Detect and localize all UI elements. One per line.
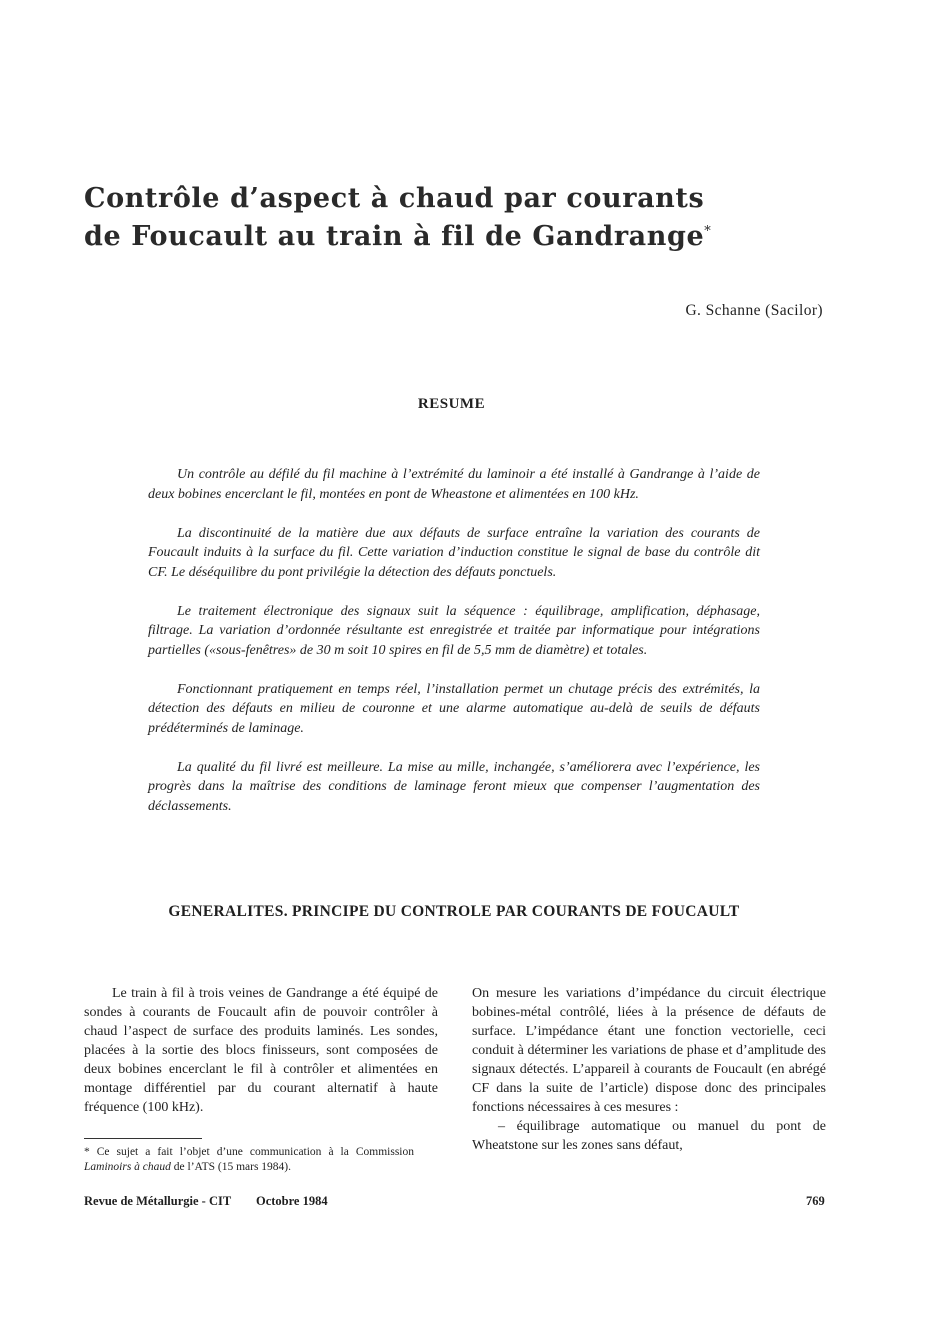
abstract-paragraph: Fonctionnant pratiquement en temps réel, l’installation permet un chutage précis des extrémités, la détection des défauts en milieu de couronne et une alarme automatique au-delà de seuils de défauts prédéterminés de laminage. <box>148 681 760 736</box>
abstract-paragraph: Le traitement électronique des signaux suit la séquence : équilibrage, amplification, déphasage, filtrage. La variation d’ordonnée résultante est enregistrée et traitée par informatique pour intégrations partielles («sous-fenêtres» de 30 m soit 10 spires en fil de 5,5 mm de diamètre) et totales. <box>148 603 760 658</box>
abstract <box>148 465 760 836</box>
title-line-2 <box>84 218 784 256</box>
footnote-text-italic: Laminoirs à chaud <box>84 1161 171 1173</box>
footer-journal <box>84 1194 328 1209</box>
footnote-rule <box>84 1138 202 1139</box>
abstract-paragraph: La qualité du fil livré est meilleure. La mise au mille, inchangée, s’améliorera avec l’expérience, les progrès dans la maîtrise des conditions de laminage feront mieux que compenser l’augmentation des déclassements. <box>148 759 760 814</box>
body-column-left <box>84 984 438 1117</box>
page-number: 769 <box>806 1194 825 1208</box>
resume-heading: RESUME <box>417 396 486 412</box>
title-line-2-text: de Foucault au train à fil de Gandrange <box>84 221 705 252</box>
body-list-item: – équilibrage automatique ou manuel du pont de Wheatstone sur les zones sans défaut, <box>472 1119 826 1153</box>
footnote-text-before: * Ce sujet a fait l’objet d’une communication à la Commission <box>84 1146 414 1158</box>
abstract-paragraph: La discontinuité de la matière due aux défauts de surface entraîne la variation des courants de Foucault induits à la surface du fil. Cette variation d’induction constitue le signal de base du contrôle dit CF. Le déséquilibre du pont privilégie la détection des défauts ponctuels. <box>148 525 760 580</box>
body-paragraph: Le train à fil à trois veines de Gandrange a été équipé de sondes à courants de Foucault afin de pouvoir contrôler à chaud l’aspect de surface des produits laminés. Les sondes, placées à la sortie des blocs finisseurs, sont composées de deux bobines encerclant le fil à contrôler et alimentées en montage différentiel par du courant alternatif à haute fréquence (100 kHz). <box>84 986 438 1115</box>
article-title <box>84 180 784 256</box>
body-paragraph: On mesure les variations d’impédance du circuit électrique bobines-métal contrôlé, liées à la présence de défauts de surface. L’impédance étant une fonction vectorielle, ceci conduit à déterminer les variations de phase et d’amplitude des signaux détectés. L’appareil à courants de Foucault (en abrégé CF dans la suite de l’article) dispose donc des principales fonctions nécessaires à ces mesures : <box>472 986 826 1115</box>
title-line-1: Contrôle d’aspect à chaud par courants <box>84 183 705 214</box>
abstract-paragraph: Un contrôle au défilé du fil machine à l’extrémité du laminoir a été installé à Gandrange à l’aide de deux bobines encerclant le fil, montées en pont de Wheastone et alimentées en 100 kHz. <box>148 467 760 502</box>
title-footnote-marker: * <box>704 224 712 239</box>
footnote <box>84 1145 414 1175</box>
footer-date: Octobre 1984 <box>255 1194 328 1208</box>
body-column-right <box>472 984 826 1155</box>
footer-journal-name: Revue de Métallurgie - CIT <box>84 1194 231 1208</box>
section-heading: GENERALITES. PRINCIPE DU CONTROLE PAR COURANTS DE FOUCAULT <box>168 903 740 920</box>
author-line: G. Schanne (Sacilor) <box>685 302 823 319</box>
footnote-text-after: de l’ATS (15 mars 1984). <box>170 1161 291 1173</box>
